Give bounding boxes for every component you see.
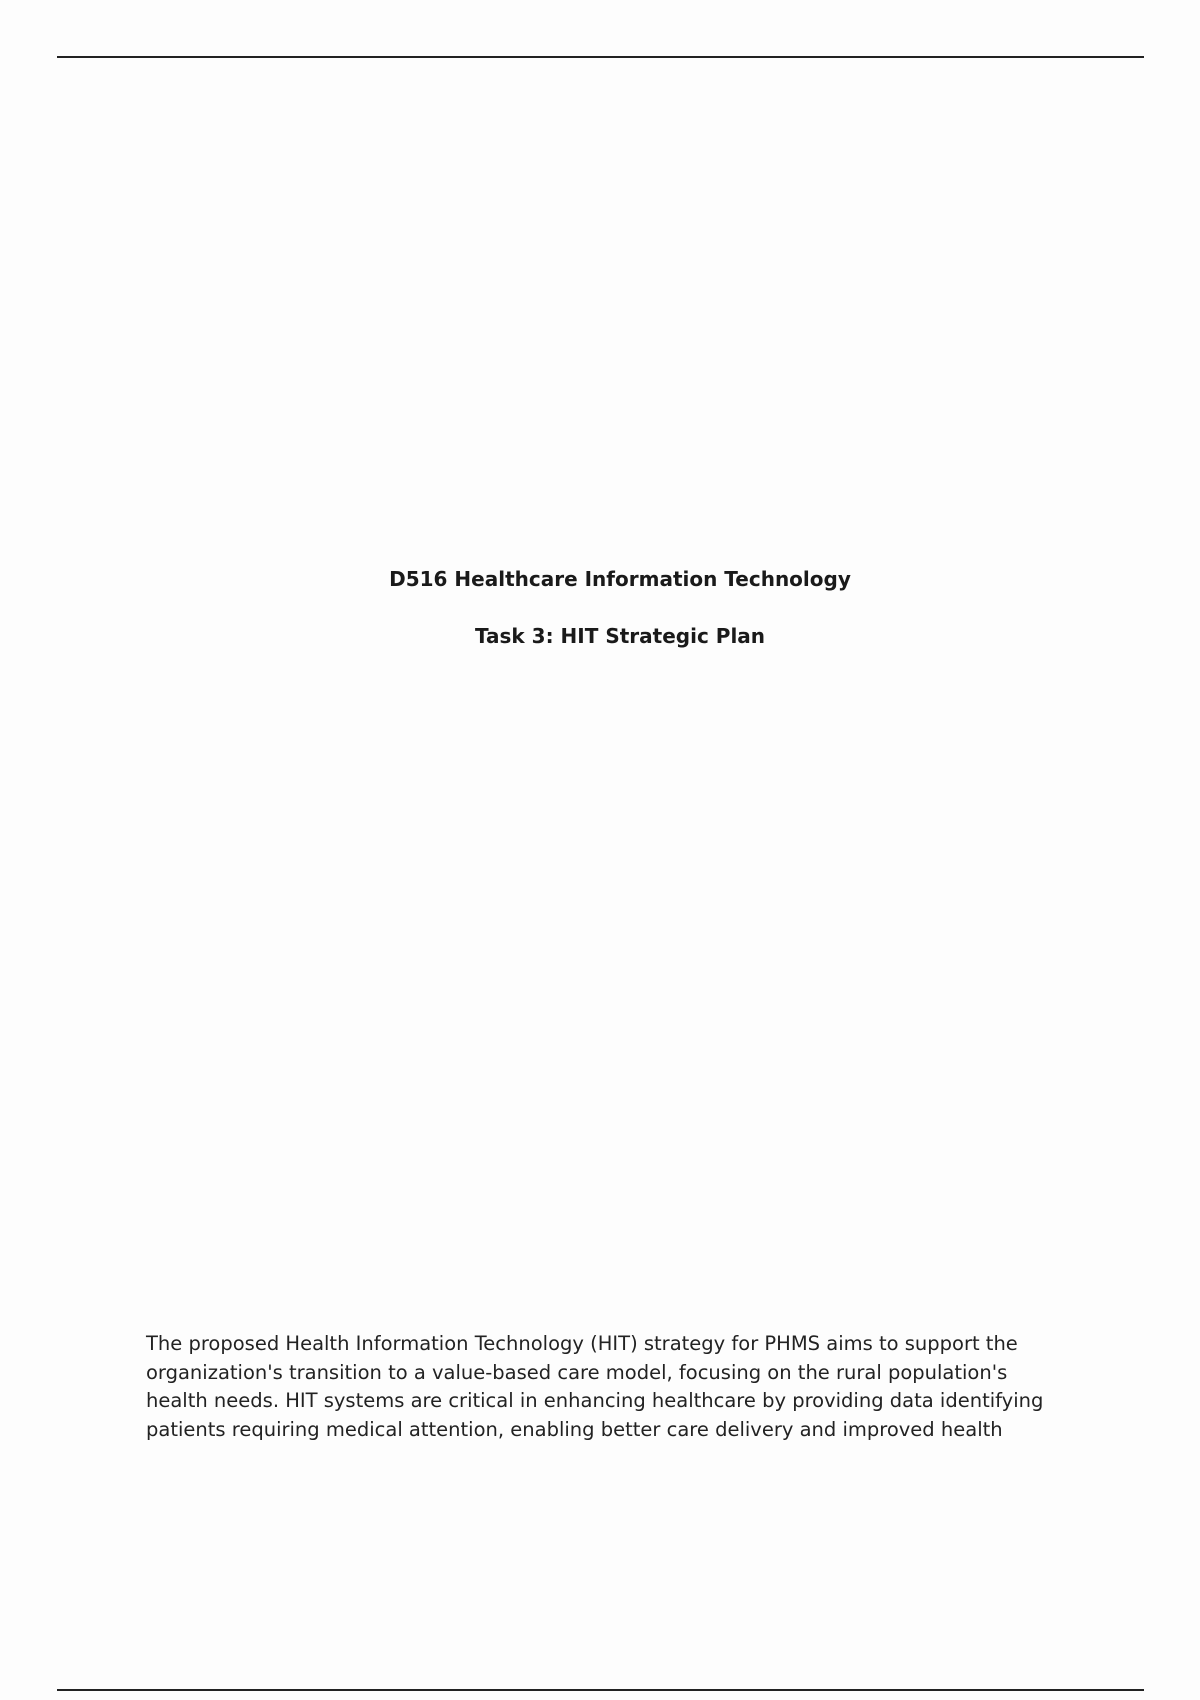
paragraph-line: health needs. HIT systems are critical in enhancing healthcare by providing data identifying xyxy=(146,1389,1044,1412)
paragraph-line: organization's transition to a value-based care model, focusing on the rural population's xyxy=(146,1360,1008,1384)
paragraph-line: patients requiring medical attention, enabling better care delivery and improved health xyxy=(146,1417,1003,1441)
document-title: D516 Healthcare Information Technology xyxy=(389,567,851,591)
document-subtitle: Task 3: HIT Strategic Plan xyxy=(474,624,766,648)
paragraph-line: The proposed Health Information Technology (HIT) strategy for PHMS aims to support the xyxy=(146,1332,1018,1355)
intro-paragraph xyxy=(146,1330,1086,1444)
footer-rule xyxy=(57,1689,1144,1691)
header-rule xyxy=(57,56,1144,58)
